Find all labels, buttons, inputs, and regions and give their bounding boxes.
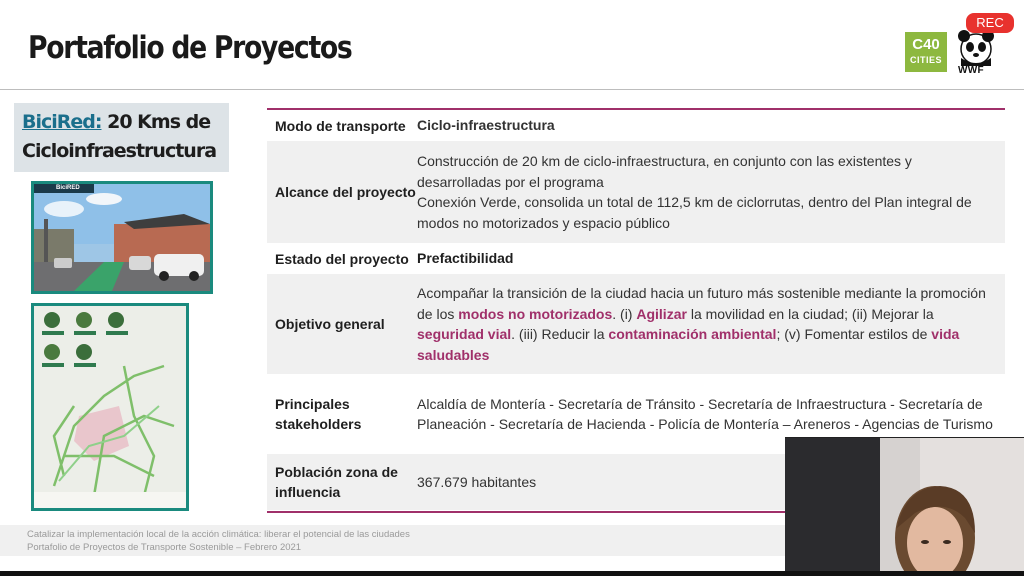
project-subtitle: 20 Kms de Cicloinfraestructura xyxy=(22,111,217,162)
row-label: Población zona de influencia xyxy=(275,464,398,500)
screen-bottom-edge xyxy=(0,571,1024,576)
panda-icon xyxy=(956,28,996,66)
row-value xyxy=(417,151,1005,233)
row-value-line: Construcción de 20 km de ciclo-infraestructura, en conjunto con las existentes y desarrolladas por el programa xyxy=(417,153,912,190)
text-span: ; (v) Fomentar estilos de xyxy=(776,326,932,342)
webcam-feed xyxy=(785,437,1024,576)
table-top-rule xyxy=(267,108,1005,110)
footer-line: Portafolio de Proyectos de Transporte Sostenible – Febrero 2021 xyxy=(27,542,302,553)
wwf-logo-text: WWF xyxy=(958,65,984,76)
webcam-image xyxy=(785,438,1024,576)
row-label: Estado del proyecto xyxy=(275,250,409,267)
map-image xyxy=(34,306,186,508)
row-label: Objetivo general xyxy=(275,316,385,332)
table-row xyxy=(267,244,1005,273)
wwf-logo xyxy=(956,28,996,78)
footer-line: Catalizar la implementación local de la acción climática: liberar el potencial de las ciudades xyxy=(27,529,410,540)
project-title-box xyxy=(14,103,229,172)
row-value: 367.679 habitantes xyxy=(417,473,537,490)
c40-logo-subtext: CITIES xyxy=(909,55,942,65)
page-title: Portafolio de Proyectos xyxy=(28,30,352,66)
highlight-text: vida saludables xyxy=(417,326,960,363)
highlight-text: seguridad vial xyxy=(417,326,512,342)
row-value-line: Conexión Verde, consolida un total de 112,5 km de ciclorrutas, dentro del Plan integral de modos no motorizados y espacio público xyxy=(417,194,972,231)
row-value xyxy=(417,283,1005,365)
row-label: Alcance del proyecto xyxy=(275,184,416,200)
street-photo-image xyxy=(34,184,210,291)
text-span: . (iii) Reducir la xyxy=(511,326,609,342)
highlight-text: modos no motorizados xyxy=(458,305,613,322)
row-label: Modo de transporte xyxy=(275,117,406,134)
text-span: Acompañar la transición de la ciudad hacia un futuro más sostenible mediante la promoción de los xyxy=(417,285,986,322)
row-label: Principales stakeholders xyxy=(275,396,362,432)
street-photo xyxy=(31,181,213,294)
project-name: BiciRed: xyxy=(22,111,102,133)
highlight-text: Agilizar xyxy=(636,305,687,322)
text-span: . (i) xyxy=(612,305,637,322)
photo-label: BiciRED xyxy=(56,185,80,191)
row-value: Alcaldía de Montería - Secretaría de Tránsito - Secretaría de Infraestructura - Secretaría de Planeación - Secretaría de Hacienda - Policía de Montería – Areneros - Agencias de Turismo xyxy=(417,395,993,432)
table-bottom-rule xyxy=(267,511,787,513)
table-row xyxy=(267,274,1005,374)
c40-logo-text: C40 xyxy=(912,36,940,53)
highlight-text: contaminación ambiental xyxy=(608,326,777,342)
recording-badge: REC xyxy=(966,13,1014,33)
table-row xyxy=(267,141,1005,243)
row-value: Prefactibilidad xyxy=(417,250,514,267)
bike-network-map xyxy=(31,303,189,511)
c40-cities-logo xyxy=(905,32,947,72)
table-row xyxy=(267,111,1005,140)
title-divider xyxy=(0,89,1024,90)
row-value: Ciclo-infraestructura xyxy=(417,117,555,134)
text-span: la movilidad en la ciudad; (ii) Mejorar la xyxy=(686,305,934,322)
